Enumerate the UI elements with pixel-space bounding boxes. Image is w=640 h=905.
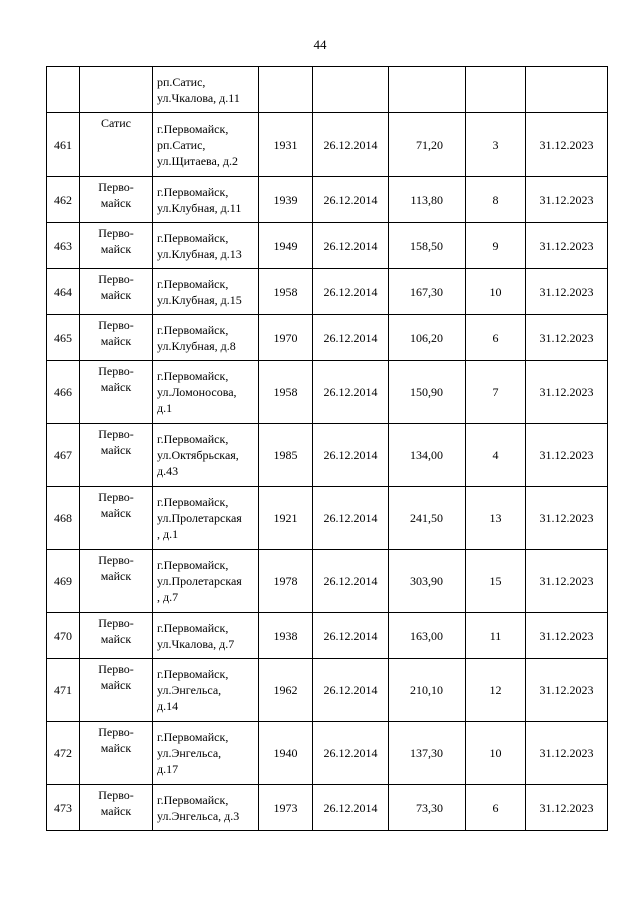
residents-count: 13	[466, 487, 526, 550]
resettlement-deadline: 31.12.2023	[526, 177, 608, 223]
address: г.Первомайск, ул.Чкалова, д.7	[153, 613, 259, 659]
row-number: 470	[47, 613, 80, 659]
build-year: 1958	[259, 269, 313, 315]
residents-count: 9	[466, 223, 526, 269]
settlement: Перво- майск	[80, 223, 153, 269]
resettlement-deadline: 31.12.2023	[526, 113, 608, 177]
build-year: 1939	[259, 177, 313, 223]
recognition-date: 26.12.2014	[313, 177, 389, 223]
table-row	[47, 113, 608, 177]
build-year: 1931	[259, 113, 313, 177]
residents-count: 10	[466, 722, 526, 785]
row-number: 469	[47, 550, 80, 613]
table-row	[47, 67, 608, 113]
area: 158,50	[389, 223, 466, 269]
build-year: 1978	[259, 550, 313, 613]
row-number: 465	[47, 315, 80, 361]
table-row	[47, 722, 608, 785]
settlement: Перво- майск	[80, 487, 153, 550]
recognition-date: 26.12.2014	[313, 113, 389, 177]
page-number: 44	[313, 37, 327, 52]
area: 163,00	[389, 613, 466, 659]
table-body	[47, 67, 608, 831]
residents-count: 6	[466, 315, 526, 361]
build-year: 1938	[259, 613, 313, 659]
recognition-date	[313, 67, 389, 113]
table-row	[47, 785, 608, 831]
build-year: 1973	[259, 785, 313, 831]
settlement: Перво- майск	[80, 722, 153, 785]
table-row	[47, 269, 608, 315]
residents-count: 6	[466, 785, 526, 831]
area: 150,90	[389, 361, 466, 424]
area: 113,80	[389, 177, 466, 223]
residents-count: 8	[466, 177, 526, 223]
address: г.Первомайск, ул.Пролетарская , д.7	[153, 550, 259, 613]
recognition-date: 26.12.2014	[313, 722, 389, 785]
residents-count: 4	[466, 424, 526, 487]
address: г.Первомайск, ул.Клубная, д.8	[153, 315, 259, 361]
resettlement-deadline: 31.12.2023	[526, 223, 608, 269]
build-year: 1985	[259, 424, 313, 487]
address: г.Первомайск, ул.Пролетарская , д.1	[153, 487, 259, 550]
build-year: 1962	[259, 659, 313, 722]
resettlement-deadline	[526, 67, 608, 113]
address: г.Первомайск, ул.Клубная, д.13	[153, 223, 259, 269]
build-year	[259, 67, 313, 113]
build-year: 1958	[259, 361, 313, 424]
area: 71,20	[389, 113, 466, 177]
row-number: 464	[47, 269, 80, 315]
recognition-date: 26.12.2014	[313, 223, 389, 269]
area	[389, 67, 466, 113]
recognition-date: 26.12.2014	[313, 315, 389, 361]
settlement: Перво- майск	[80, 659, 153, 722]
residents-count: 7	[466, 361, 526, 424]
area: 303,90	[389, 550, 466, 613]
table-row	[47, 659, 608, 722]
build-year: 1970	[259, 315, 313, 361]
table-row	[47, 550, 608, 613]
address: г.Первомайск, ул.Октябрьская, д.43	[153, 424, 259, 487]
resettlement-deadline: 31.12.2023	[526, 269, 608, 315]
address: г.Первомайск, ул.Ломоносова, д.1	[153, 361, 259, 424]
area: 106,20	[389, 315, 466, 361]
resettlement-deadline: 31.12.2023	[526, 315, 608, 361]
recognition-date: 26.12.2014	[313, 550, 389, 613]
area: 134,00	[389, 424, 466, 487]
recognition-date: 26.12.2014	[313, 269, 389, 315]
table-row	[47, 315, 608, 361]
recognition-date: 26.12.2014	[313, 361, 389, 424]
recognition-date: 26.12.2014	[313, 613, 389, 659]
resettlement-deadline: 31.12.2023	[526, 550, 608, 613]
row-number: 473	[47, 785, 80, 831]
address: г.Первомайск, ул.Энгельса, д.17	[153, 722, 259, 785]
resettlement-deadline: 31.12.2023	[526, 785, 608, 831]
housing-register-table	[46, 66, 608, 831]
resettlement-deadline: 31.12.2023	[526, 613, 608, 659]
address: г.Первомайск, рп.Сатис, ул.Щитаева, д.2	[153, 113, 259, 177]
residents-count: 11	[466, 613, 526, 659]
row-number	[47, 67, 80, 113]
residents-count: 15	[466, 550, 526, 613]
table-row	[47, 177, 608, 223]
residents-count: 3	[466, 113, 526, 177]
settlement: Перво- майск	[80, 613, 153, 659]
address: рп.Сатис, ул.Чкалова, д.11	[153, 67, 259, 113]
build-year: 1949	[259, 223, 313, 269]
settlement: Перво- майск	[80, 269, 153, 315]
resettlement-deadline: 31.12.2023	[526, 487, 608, 550]
resettlement-deadline: 31.12.2023	[526, 424, 608, 487]
residents-count: 10	[466, 269, 526, 315]
resettlement-deadline: 31.12.2023	[526, 722, 608, 785]
row-number: 463	[47, 223, 80, 269]
table-row	[47, 223, 608, 269]
address: г.Первомайск, ул.Энгельса, д.3	[153, 785, 259, 831]
build-year: 1940	[259, 722, 313, 785]
table-row	[47, 424, 608, 487]
recognition-date: 26.12.2014	[313, 785, 389, 831]
area: 241,50	[389, 487, 466, 550]
residents-count: 12	[466, 659, 526, 722]
recognition-date: 26.12.2014	[313, 659, 389, 722]
resettlement-deadline: 31.12.2023	[526, 361, 608, 424]
area: 167,30	[389, 269, 466, 315]
row-number: 468	[47, 487, 80, 550]
row-number: 466	[47, 361, 80, 424]
settlement: Перво- майск	[80, 315, 153, 361]
row-number: 462	[47, 177, 80, 223]
settlement: Перво- майск	[80, 424, 153, 487]
row-number: 472	[47, 722, 80, 785]
address: г.Первомайск, ул.Клубная, д.15	[153, 269, 259, 315]
area: 210,10	[389, 659, 466, 722]
row-number: 471	[47, 659, 80, 722]
residents-count	[466, 67, 526, 113]
address: г.Первомайск, ул.Энгельса, д.14	[153, 659, 259, 722]
settlement: Перво- майск	[80, 550, 153, 613]
row-number: 461	[47, 113, 80, 177]
resettlement-deadline: 31.12.2023	[526, 659, 608, 722]
recognition-date: 26.12.2014	[313, 424, 389, 487]
table-row	[47, 613, 608, 659]
settlement: Перво- майск	[80, 177, 153, 223]
table-row	[47, 487, 608, 550]
area: 137,30	[389, 722, 466, 785]
area: 73,30	[389, 785, 466, 831]
recognition-date: 26.12.2014	[313, 487, 389, 550]
settlement: Перво- майск	[80, 785, 153, 831]
row-number: 467	[47, 424, 80, 487]
settlement	[80, 67, 153, 113]
table-row	[47, 361, 608, 424]
address: г.Первомайск, ул.Клубная, д.11	[153, 177, 259, 223]
build-year: 1921	[259, 487, 313, 550]
settlement: Перво- майск	[80, 361, 153, 424]
settlement: Сатис	[80, 113, 153, 177]
